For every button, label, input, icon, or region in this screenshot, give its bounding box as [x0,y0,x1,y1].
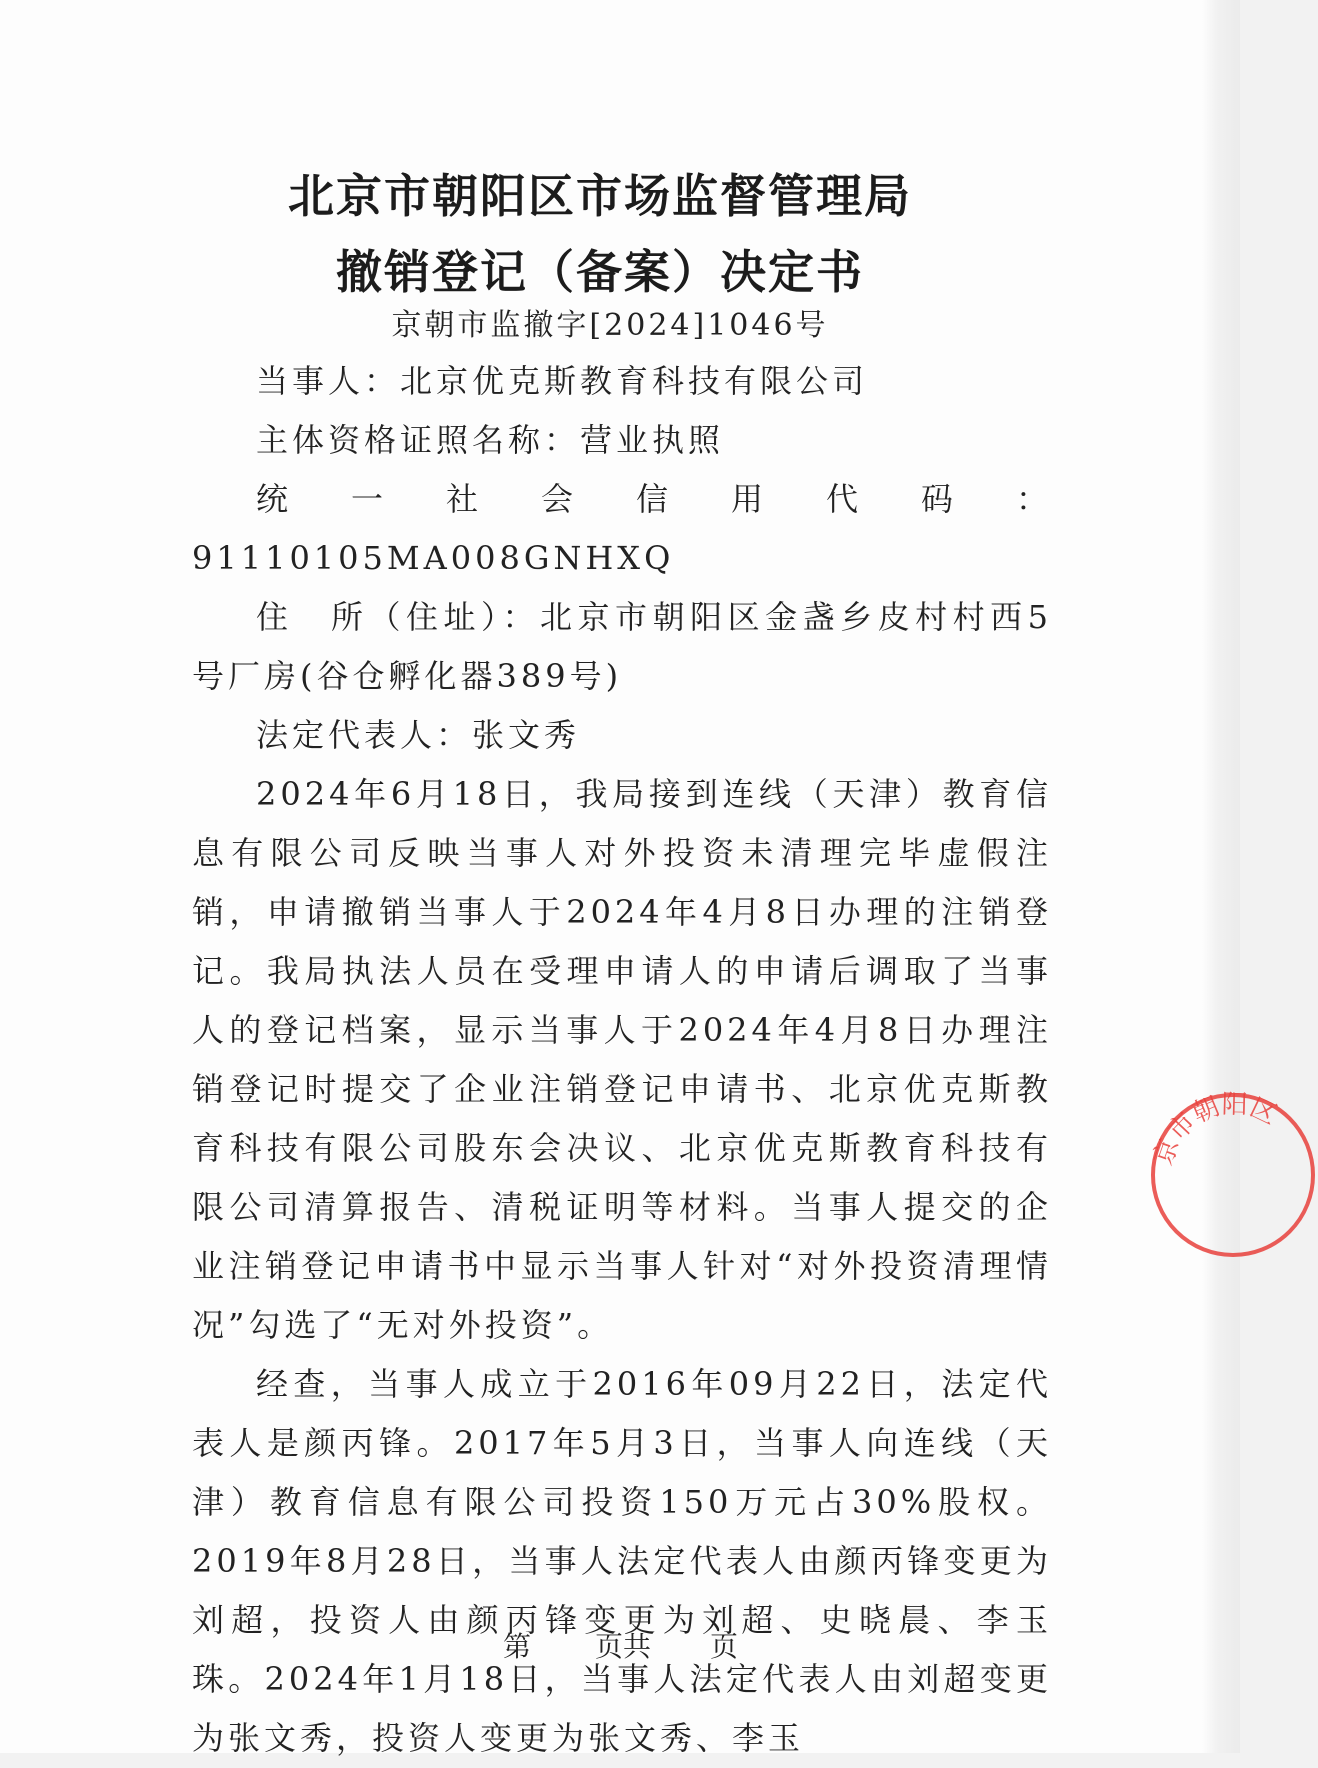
document-title-line2: 撤销登记（备案）决定书 [336,245,864,299]
official-seal [1148,1090,1318,1260]
body-paragraph-2: 经查，当事人成立于2016年09月22日，法定代表人是颜丙锋。2017年5月3日，当事人向连线（天津）教育信息有限公司投资150万元占30%股权。2019年8月28日，当事人法定代表人由颜丙锋变更为刘超，投资人由颜丙锋变更为刘超、史晓晨、李玉珠。2024年1月18日，当事人法定代表人由刘超变更为张文秀，投资人变更为张文秀、李玉 [192,1365,1052,1757]
field-license-name [192,411,1052,470]
field-label: 统一社会信用代码： [256,480,1052,518]
field-value: 北京市朝阳区金盏乡皮村村西5号厂房(谷仓孵化器389号) [192,598,1052,695]
field-address [192,588,1052,706]
field-legal-representative [192,706,1052,765]
field-value: 北京优克斯教育科技有限公司 [400,362,869,400]
field-value: 张文秀 [472,716,581,754]
body-paragraph-1: 2024年6月18日，我局接到连线（天津）教育信息有限公司反映当事人对外投资未清理完毕虚假注销，申请撤销当事人于2024年4月8日办理的注销登记。我局执法人员在受理申请人的申请后调取了当事人的登记档案，显示当事人于2024年4月8日办理注销登记时提交了企业注销登记申请书、北京优克斯教育科技有限公司股东会决议、北京优克斯教育科技有限公司清算报告、清税证明等材料。当事人提交的企业注销登记申请书中显示当事人针对“对外投资清理情况”勾选了“无对外投资”。 [192,775,1052,1344]
document-body [192,352,1052,1768]
field-label: 当事人： [256,362,401,400]
seal-text-path: 京市朝阳区 [1148,1090,1282,1170]
document-title-line1: 北京市朝阳区市场监督管理局 [288,169,912,223]
field-value: 91110105MA008GNHXQ [192,539,675,577]
field-credit-code [192,470,1052,588]
seal-text [1148,1090,1281,1169]
field-value: 营业执照 [580,421,725,459]
document-number: 京朝市监撤字[2024]1046号 [391,308,829,343]
field-party [192,352,1052,411]
footer-page-mid: 页共 [595,1630,652,1663]
field-label: 主体资格证照名称： [256,421,581,459]
footer-page-end: 页 [710,1630,739,1663]
field-label: 住 所（住址）： [256,598,541,636]
field-label: 法定代表人： [256,716,473,754]
footer-page-label: 第 [503,1630,532,1663]
